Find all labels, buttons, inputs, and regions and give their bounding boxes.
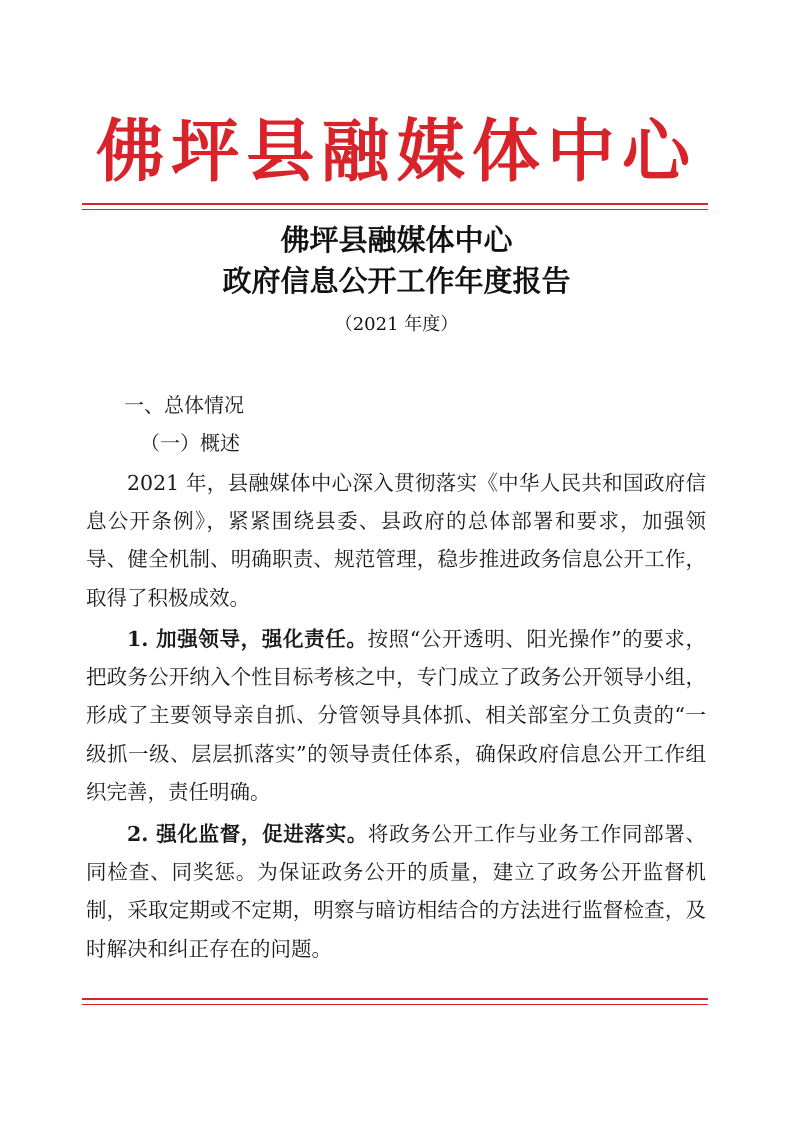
masthead-red-rule-thick: [82, 203, 708, 205]
item1-lead: 1. 加强领导，强化责任。: [127, 627, 368, 651]
item1-paragraph: [86, 620, 706, 811]
item1-body: 按照“公开透明、阳光操作”的要求，把政务公开纳入个性目标考核之中，专门成立了政务公开领导小组，形成了主要领导亲自抓、分管领导具体抓、相关部室分工负责的“一级抓一级、层层抓落实”的领导责任体系，确保政府信息公开工作组织完善，责任明确。: [86, 627, 706, 804]
footer-red-rule-thin: [82, 1004, 708, 1005]
report-title-line1: 佛坪县融媒体中心: [280, 223, 513, 257]
item2-paragraph: [86, 815, 706, 968]
masthead-red-rule-thin: [82, 209, 708, 210]
report-title-line2: 政府信息公开工作年度报告: [222, 264, 571, 298]
red-masthead-title: 佛坪县融媒体中心: [96, 112, 696, 192]
overview-paragraph: 2021 年，县融媒体中心深入贯彻落实《中华人民共和国政府信息公开条例》，紧紧围绕县委、县政府的总体部署和要求，加强领导、健全机制、明确职责、规范管理，稳步推进政务信息公开工作，取得了积极成效。: [86, 471, 706, 610]
footer-red-rule-thick: [82, 998, 708, 1000]
report-year: （2021 年度）: [334, 314, 459, 335]
section-heading: 一、总体情况: [124, 393, 244, 417]
item2-lead: 2. 强化监督，促进落实。: [127, 822, 368, 846]
subsection-heading: （一）概述: [140, 431, 240, 455]
item2-body: 将政务公开工作与业务工作同部署、同检查、同奖惩。为保证政务公开的质量，建立了政务公开监督机制，采取定期或不定期，明察与暗访相结合的方法进行监督检查，及时解决和纠正存在的问题。: [86, 822, 706, 961]
